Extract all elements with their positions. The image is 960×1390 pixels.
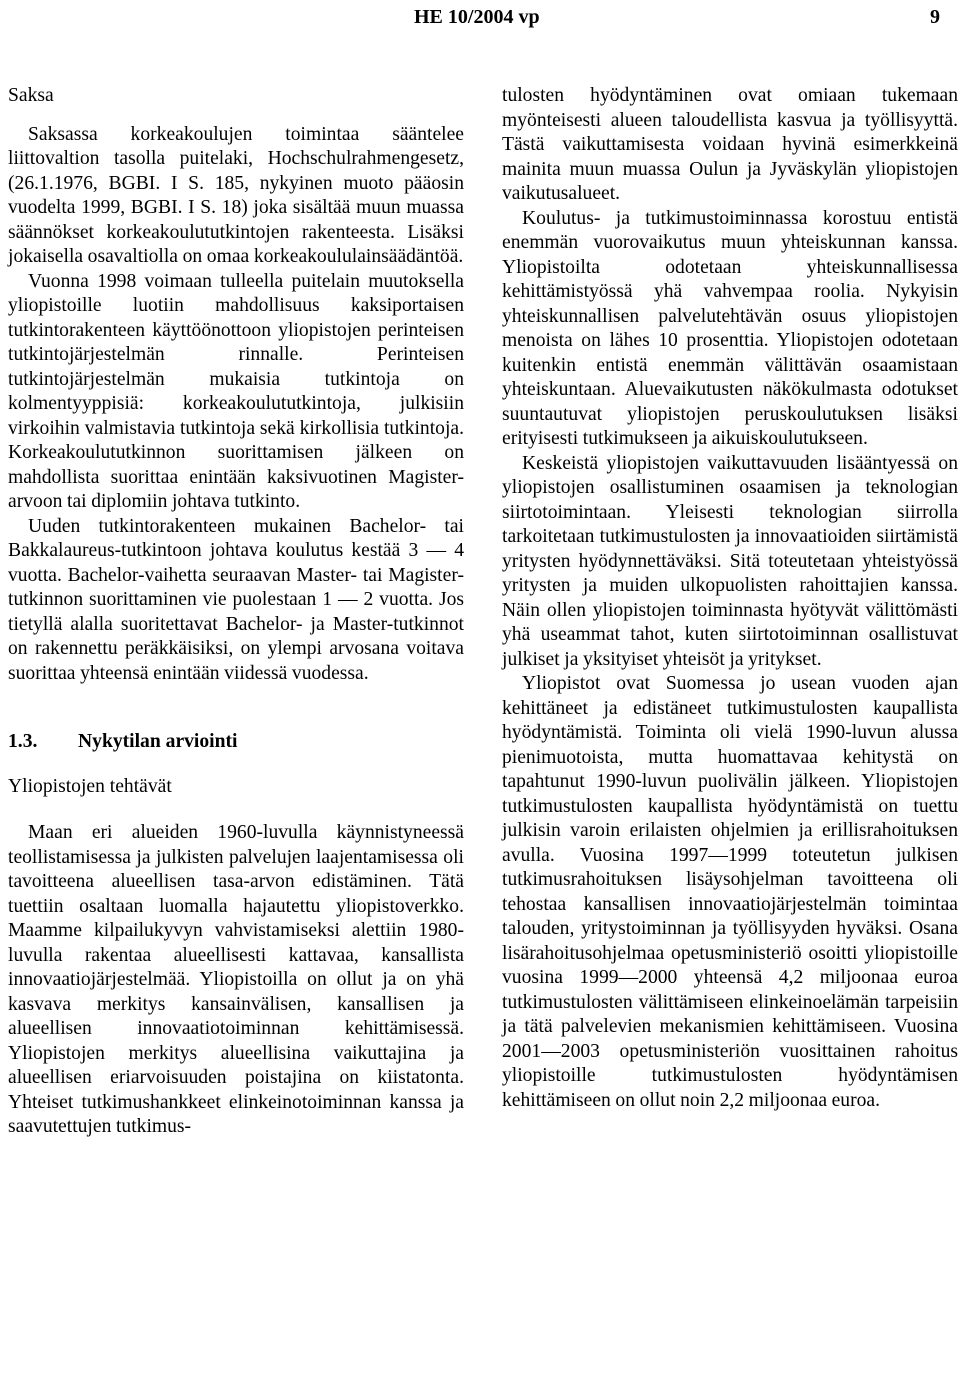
right-paragraph-1: tulosten hyödyntäminen ovat omiaan tukemaan myönteisesti alueen taloudellista kasvua ja työllisyyttä. Tästä vaikuttamisesta voidaan hyvinä esimerkkeinä mainita muun muassa Oulun ja Jyväskylän yliopistojen vaikutusalueet. [502, 85, 958, 204]
page-header [0, 0, 960, 36]
country-heading: Saksa [8, 85, 54, 106]
saksa-paragraph-1: Saksassa korkeakoulujen toimintaa sääntelee liittovaltion tasolla puitelaki, Hochschulrahmengesetz, (26.1.1976, BGBI. I S. 185, nykyinen muoto pääosin vuodelta 1999, BGBI. I S. 18) joka sisältää muun muassa säännökset korkeakoulututkintojen rakenteesta. Lisäksi jokaisella osavaltiolla on omaa korkeakoululainsäädäntöä. [8, 123, 464, 267]
saksa-paragraph-2: Vuonna 1998 voimaan tulleella puitelain muutoksella yliopistoille luotiin mahdollisuus kaksiportaisen tutkintorakenteen käyttöönottoon yliopistojen perinteisen tutkintojärjestelmän rinnalle. Perinteisen tutkintojärjestelmän mukaisia tutkintoja on kolmentyyppisiä: korkeakoulututkintoja, julkisiin virkoihin valmistavia tutkintoja sekä kirkollisia tutkintoja. Korkeakoulututkinnon suorittamisen jälkeen on mahdollista suorittaa enintään kaksivuotinen Magister-arvoon tai diplomiin johtava tutkinto. [8, 270, 464, 512]
document-id: HE 10/2004 vp [414, 6, 540, 28]
section-title: Nykytilan arviointi [78, 731, 238, 752]
section-number: 1.3. [8, 731, 38, 752]
right-paragraph-2: Koulutus- ja tutkimustoiminnassa korostuu entistä enemmän vuorovaikutus muun yhteiskunnan kanssa. Yliopistoilta odotetaan yhteiskunnallisessa kehittämistyössä yhä vahvempaa roolia. Nykyisin yhteiskunnallisen palvelutehtävän osuus yliopistojen menoista on lähes 10 prosenttia. Yliopistojen odotetaan kuitenkin entistä enemmän välittävän osaamistaan yhteiskuntaan. Aluevaikutusten näkökulmasta odotukset suuntautuvat yliopistojen peruskoulutuksen lisäksi erityisesti tutkimukseen ja aikuiskoulutukseen. [502, 207, 958, 449]
subheading: Yliopistojen tehtävät [8, 775, 172, 797]
right-paragraph-4: Yliopistot ovat Suomessa jo usean vuoden ajan kehittäneet ja edistäneet tutkimustulosten kaupallista hyödyntämistä. Toiminta oli vielä 1990-luvun alussa pienimuotoista, mutta huomattavaa kehitystä on tapahtunut 1990-luvun puolivälin jälkeen. Yliopistojen tutkimustulosten kaupallista hyödyntämistä on tuettu julkisin varoin erilaisten ohjelmien ja erillisrahoituksen avulla. Vuosina 1997—1999 toteutetun julkisen tutkimusrahoituksen lisäysohjelman tavoitteena oli tehostaa kansallisen innovaatiojärjestelmän toimintaa talouden, yritystoiminnan ja työllisyyden hyväksi. Osana lisärahoitusohjelmaa opetusministeriö osoitti yliopistoille vuosina 1999—2000 yhteensä 4,2 miljoonaa euroa tutkimustulosten välittämiseen elinkeinoelämän tarpeisiin ja tätä palvelevien mekanismien kehittämiseen. Vuosina 2001—2003 opetusministeriön vuosittainen rahoitus yliopistoille tutkimustulosten hyödyntämisen kehittämiseen on ollut noin 2,2 miljoonaa euroa. [502, 673, 958, 1111]
right-paragraph-3: Keskeistä yliopistojen vaikuttavuuden lisääntyessä on yliopistojen osallistuminen osaamisen ja teknologian siirtotoimintaan. Yleisesti teknologian siirrolla tarkoitetaan tutkimustulosten ja innovaatioiden siirtämistä yritysten hyödynnettäväksi. Sitä toteutetaan yhteistyössä yritysten ja muiden ulkopuolisten rahoittajien kanssa. Näin ollen yliopistojen toiminnasta hyötyvät välittömästi yhä useammat tahot, kuten siirtotoiminnan osallistuvat julkiset ja yksityiset yhteisöt ja yritykset. [502, 452, 958, 670]
left-column [8, 84, 464, 1140]
page-number: 9 [930, 6, 940, 28]
right-column [502, 84, 958, 1113]
tehtavat-paragraph-1: Maan eri alueiden 1960-luvulla käynnistyneessä teollistamisessa ja julkisten palvelujen laajentamisessa oli tavoitteena alueellisen tasa-arvon edistäminen. Tätä tuettiin osaltaan luomalla hajautettu yliopistoverkko. Maamme kilpailukyvyn vahvistamiseksi alettiin 1980-luvulla rakentaa alueellisesti kattavaa, kansallista innovaatiojärjestelmää. Yliopistoilla on ollut ja on yhä kasvava merkitys kansainvälisen, kansallisen ja alueellisen innovaatiotoiminnan kehittämisessä. Yliopistojen merkitys alueellisina vaikuttajina ja alueellisen eriarvoisuuden poistajina on kiistatonta. Yhteiset tutkimushankkeet elinkeinotoiminnan kanssa ja saavutettujen tutkimus- [8, 822, 464, 1137]
section-heading [8, 730, 464, 755]
saksa-paragraph-3: Uuden tutkintorakenteen mukainen Bachelor- tai Bakkalaureus-tutkintoon johtava koulutus kestää 3 — 4 vuotta. Bachelor-vaihetta seuraavan Master- tai Magister-tutkinnon suorittaminen vie puolestaan 1 — 2 vuotta. Jos tietyllä alalla suoritettavat Bachelor- ja Master-tutkinnot on rakennettu peräkkäisiksi, on ylempi arvosana voitava suorittaa yhteensä enintään viidessä vuodessa. [8, 515, 464, 684]
